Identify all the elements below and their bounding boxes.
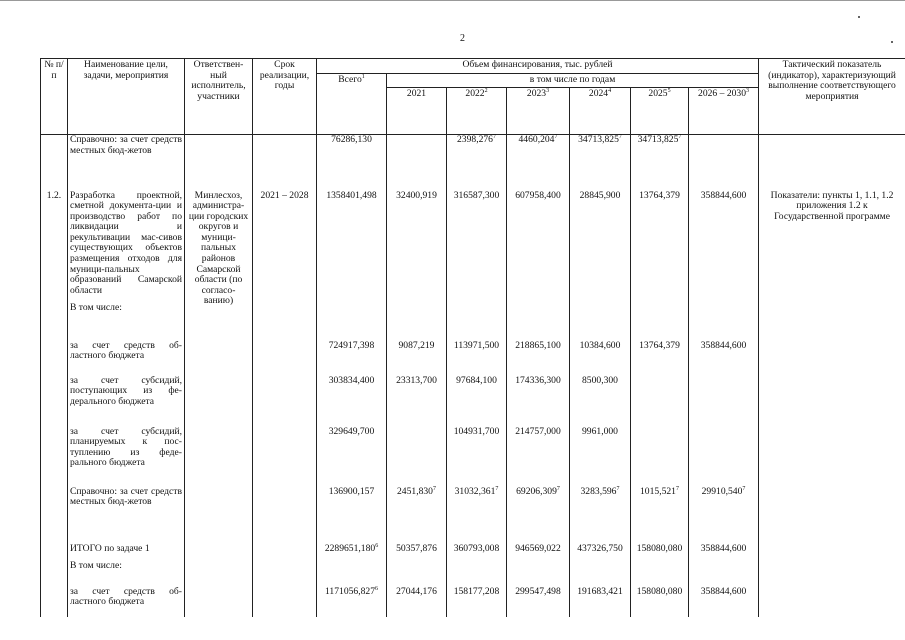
row-indicator [759,487,905,540]
row-responsible [185,427,253,487]
row-year-value [387,487,447,540]
row-year-value [689,376,759,427]
footnote-mark: 6 [375,585,378,592]
row-indicator [759,427,905,487]
row-number [41,341,68,376]
year-value: 8500,300 [582,374,618,386]
row-name-text: Разработка проектной, сметной документа-ции и производство работ по ликвидации и рекультивации мас-сивов существующих объектов размещения отходов для муници-пальных образований Самарской области [70,189,182,296]
row-number [41,135,68,181]
row-year-value [507,341,570,376]
top-border-line [0,0,905,1]
row-year-value [447,341,507,376]
row-name [68,587,185,617]
row-number [41,376,68,427]
row-name [68,427,185,487]
footnote-mark: 7 [616,485,620,492]
header-year-label: 2025 [648,88,668,99]
year-value: 360793,008 [453,542,500,554]
row-term [253,135,317,181]
financing-table [40,58,905,617]
row-year-value [507,587,570,617]
year-value: 29910,540 [701,485,743,497]
row-name-text: ИТОГО по задаче 1 [70,542,150,554]
row-year-value [447,376,507,427]
row-term [253,341,317,376]
footnote-mark: 7 [742,485,746,492]
row-name [68,487,185,540]
row-year-value [507,487,570,540]
row-year-value [570,135,631,181]
year-value: 113971,500 [453,339,500,351]
row-year-value [689,540,759,561]
row-term [253,427,317,487]
row-indicator [759,587,905,617]
row-term [253,540,317,561]
header-year-label: 2023 [526,88,547,99]
row-indicator [759,135,905,181]
row-number [41,540,68,561]
row-number [41,561,68,587]
row-name [68,561,185,587]
row-name-text: Справочно: за счет средств местных бюд-жетов [70,485,182,508]
page-number: 2 [460,33,465,44]
row-year-value [631,427,689,487]
year-value: 34713,825 [637,134,679,145]
table-row [41,181,905,341]
row-name-text: Справочно: за счет средств местных бюд-жетов [70,134,182,156]
year-value: 13764,379 [639,189,680,201]
header-year [507,88,570,135]
row-year-value [387,341,447,376]
row-year-value [447,587,507,617]
row-name-sub: В том числе: [70,302,122,314]
row-total-value: 303834,400 [328,374,375,386]
row-year-value [507,376,570,427]
header-year-label: 2021 [406,88,427,99]
table-row [41,540,905,561]
row-number [41,587,68,617]
footnote-mark: 7 [678,133,682,140]
row-total [317,376,387,427]
year-value: 437326,750 [577,542,623,554]
row-year-value [447,427,507,487]
year-value: 31032,361 [454,485,496,497]
row-indicator [759,376,905,427]
row-year-value [570,561,631,587]
year-value: 23313,700 [396,374,437,386]
scan-speck [891,41,893,43]
row-year-value [447,540,507,561]
header-no: № п/п [41,59,68,135]
header-name: Наименование цели, задачи, мероприятия [68,59,185,135]
year-value: 358844,600 [700,542,747,554]
footnote-mark: 4 [608,87,612,94]
year-value: 358844,600 [700,339,747,351]
row-term [253,561,317,587]
year-value: 97684,100 [456,374,497,386]
row-year-value [447,487,507,540]
row-term [253,181,317,341]
row-number [41,487,68,540]
year-value: 2451,830 [397,485,433,497]
header-year [570,88,631,135]
year-value: 316587,300 [453,189,500,201]
year-value: 69206,309 [516,485,557,497]
header-year [387,88,447,135]
table-row [41,135,905,181]
row-year-value [387,376,447,427]
row-year-value [689,561,759,587]
row-term [253,487,317,540]
table-row [41,487,905,540]
row-total-value: 2289651,180 [324,542,376,554]
footnote-mark: 7 [675,485,679,492]
year-value: 50357,876 [396,542,437,554]
table-header [41,59,905,135]
row-year-value [507,561,570,587]
row-responsible-text: Минлесхоз, администра-ции городских округов и муници-пальных районов Самарской области (по согласо-ванию) [188,189,249,307]
row-responsible [185,135,253,181]
row-name [68,135,185,181]
scan-speck [858,16,860,18]
header-by-years: в том числе по годам [387,74,759,88]
row-responsible [185,181,253,341]
year-value: 214757,000 [515,425,561,437]
year-value: 158080,080 [636,542,683,554]
row-year-value [387,181,447,341]
year-value: 158177,208 [453,585,500,597]
row-year-value [507,181,570,341]
year-value: 32400,919 [396,189,437,201]
row-indicator [759,540,905,561]
row-year-value [447,561,507,587]
header-year [689,88,759,135]
row-indicator-text: Показатели: пункты 1, 1.1, 1.2 приложения 1.2 к Государственной программе [770,189,894,222]
row-total [317,341,387,376]
row-name [68,540,185,561]
row-year-value [689,135,759,181]
year-value: 4460,204 [518,134,555,145]
row-name [68,376,185,427]
year-value: 104931,700 [453,425,500,437]
row-responsible [185,341,253,376]
header-term: Срок реализации, годы [253,59,317,135]
row-name [68,341,185,376]
footnote-mark: 7 [618,133,622,140]
footnote-mark: 7 [432,485,436,492]
year-value: 174336,300 [515,374,561,386]
row-year-value [689,487,759,540]
row-total-value: 329649,700 [328,425,375,437]
row-year-value [631,540,689,561]
row-total-value: 136900,157 [328,485,375,497]
year-value: 27044,176 [396,585,437,597]
row-year-value [631,376,689,427]
row-year-value [447,181,507,341]
year-value: 9961,000 [582,425,618,437]
row-total [317,135,387,181]
row-total-value: 76286,130 [331,134,372,145]
row-year-value [570,181,631,341]
row-year-value [387,561,447,587]
row-name-text: за счет средств об-ластного бюджета [70,339,182,362]
row-term [253,376,317,427]
year-value: 358844,600 [700,189,747,201]
row-year-value [387,135,447,181]
year-value: 28845,900 [579,189,621,201]
header-year-label: 2026 – 2030 [698,88,746,99]
row-responsible [185,587,253,617]
row-total-value: 1171056,827 [324,585,375,597]
row-total [317,561,387,587]
row-responsible [185,561,253,587]
row-total [317,427,387,487]
row-total [317,181,387,341]
footnote-mark: 7 [492,133,496,140]
table-body [41,135,905,617]
row-year-value [689,181,759,341]
header-indicator: Тактический показатель (индикатор), характеризующий выполнение соответствующего мероприятия [759,59,905,135]
row-responsible [185,376,253,427]
footnote-mark: 2 [484,87,488,94]
row-number-text: 1.2. [46,189,62,201]
row-total-value: 724917,398 [328,339,375,351]
row-year-value [570,487,631,540]
row-year-value [387,427,447,487]
row-year-value [631,341,689,376]
table-row [41,561,905,587]
row-year-value [631,487,689,540]
row-total-value: 1358401,498 [326,189,377,201]
row-total [317,487,387,540]
row-year-value [689,587,759,617]
header-year-label: 2024 [588,88,609,99]
footnote-mark: 3 [546,87,550,94]
year-value: 3283,596 [580,485,617,497]
year-value: 946569,022 [515,542,561,554]
row-total [317,540,387,561]
row-year-value [507,540,570,561]
row-year-value [570,376,631,427]
row-year-value [570,587,631,617]
row-year-value [570,540,631,561]
footnote-mark: 7 [554,133,558,140]
row-year-value [631,181,689,341]
row-responsible [185,487,253,540]
row-indicator [759,561,905,587]
row-indicator [759,181,905,341]
row-year-value [570,427,631,487]
row-name-text: В том числе: [70,559,122,571]
row-indicator [759,341,905,376]
footnote-mark: 5 [667,87,671,94]
row-number [41,181,68,341]
row-year-value [570,341,631,376]
header-year-label: 2022 [465,88,485,99]
table-row [41,341,905,376]
header-year [447,88,507,135]
row-responsible [185,540,253,561]
footnote-mark: 3 [746,87,749,94]
table-row [41,427,905,487]
table-row [41,587,905,617]
row-year-value [689,427,759,487]
header-funding: Объем финансирования, тыс. рублей [317,59,759,74]
year-value: 9087,219 [398,339,435,351]
year-value: 34713,825 [578,134,619,145]
year-value: 358844,600 [700,585,747,597]
year-value: 1015,521 [640,485,676,497]
row-year-value [507,135,570,181]
footnote-mark: 6 [375,542,379,549]
year-value: 10384,600 [579,339,621,351]
year-value: 158080,080 [636,585,683,597]
table-row [41,376,905,427]
year-value: 299547,498 [515,585,561,597]
year-value: 607958,400 [515,189,561,201]
row-name-text: за счет субсидий, планируемых к пос-туплению из феде-рального бюджета [70,425,182,469]
year-value: 218865,100 [515,339,561,351]
row-term [253,587,317,617]
year-value: 191683,421 [577,585,623,597]
row-name [68,181,185,341]
row-term-text: 2021 – 2028 [260,189,309,201]
row-year-value [689,341,759,376]
year-value: 2398,276 [457,134,493,145]
row-year-value [387,540,447,561]
row-name-text: за счет средств об-ластного бюджета [70,585,182,608]
header-responsible: Ответствен-ный исполнитель, участники [185,59,253,135]
footnote-mark: 7 [495,485,499,492]
header-year [631,88,689,135]
row-number [41,427,68,487]
row-year-value [507,427,570,487]
row-total [317,587,387,617]
row-year-value [631,587,689,617]
row-name-text: за счет субсидий, поступающих из фе-дерального бюджета [70,374,182,407]
year-value: 13764,379 [639,339,680,351]
row-year-value [387,587,447,617]
header-total: Всего$^1$ [317,74,387,135]
row-year-value [447,135,507,181]
row-year-value [631,561,689,587]
footnote-mark: 7 [556,485,560,492]
row-year-value [631,135,689,181]
